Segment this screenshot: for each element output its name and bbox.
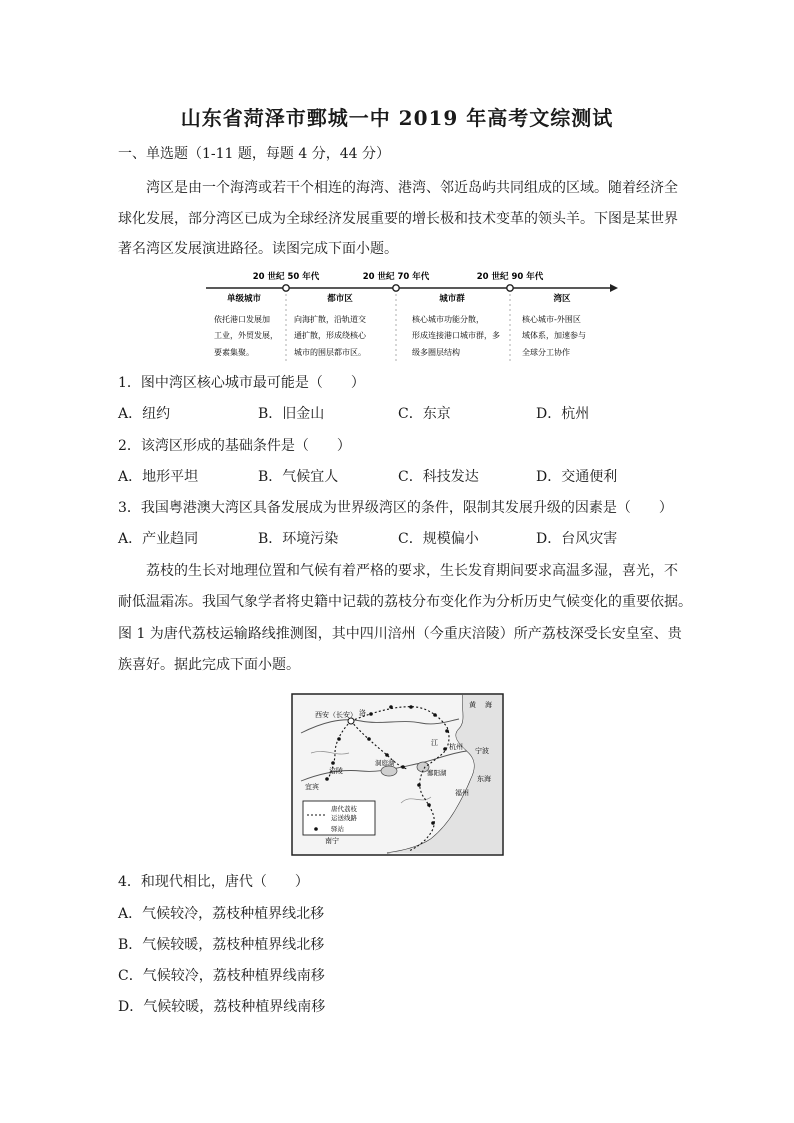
lychee-route-map bbox=[291, 693, 504, 856]
question-stem: 2．该湾区形成的基础条件是（ ） bbox=[118, 438, 351, 454]
option-a[interactable]: A．气候较冷，荔枝种植界线北移 bbox=[118, 906, 325, 922]
stage-desc-line: 全球分工协作 bbox=[522, 348, 570, 357]
map-label-poyanghu: 鄱阳湖 bbox=[427, 769, 447, 777]
intro2-line: 图 1 为唐代荔枝运输路线推测图，其中四川涪州（今重庆涪陵）所产荔枝深受长安皇室、贵 bbox=[118, 626, 682, 642]
dongting-lake bbox=[381, 766, 397, 776]
stage-desc-line: 核心城市-外围区 bbox=[522, 315, 581, 324]
option-a[interactable]: A．地形平坦 bbox=[118, 469, 199, 485]
stage-name: 湾区 bbox=[553, 294, 571, 304]
option-b[interactable]: B．气候宜人 bbox=[258, 469, 339, 485]
option-a[interactable]: A．产业趋同 bbox=[118, 531, 199, 547]
option-b[interactable]: B．旧金山 bbox=[258, 406, 325, 422]
legend-station-symbol bbox=[314, 827, 318, 831]
map-label-donghai: 东海 bbox=[477, 775, 491, 783]
stage-desc-line: 要素集聚。 bbox=[214, 348, 254, 357]
timeline-arrowhead bbox=[610, 284, 618, 292]
map-label-nanning: 南宁 bbox=[325, 837, 339, 845]
bay-area-timeline-figure bbox=[200, 268, 620, 368]
stage-desc-line: 核心城市功能分散， bbox=[412, 315, 484, 324]
option-d[interactable]: D．杭州 bbox=[536, 406, 590, 422]
legend-text: 运送线路 bbox=[331, 814, 357, 822]
intro1-line: 湾区是由一个海湾或若干个相连的海湾、港湾、邻近岛屿共同组成的区域。随着经济全 bbox=[146, 180, 678, 196]
stage-desc-line: 域体系，加速参与 bbox=[522, 331, 586, 340]
map-label-hangzhou: 杭州 bbox=[449, 743, 463, 751]
stage-desc-line: 依托港口发展加 bbox=[214, 315, 270, 324]
option-c[interactable]: C．东京 bbox=[398, 406, 451, 422]
intro1-line: 球化发展，部分湾区已成为全球经济发展重要的增长极和技术变革的领头羊。下图是某世界 bbox=[118, 211, 678, 227]
stage-name: 单级城市 bbox=[226, 294, 262, 304]
period-label: 20 世纪 90 年代 bbox=[476, 272, 544, 282]
stage-desc-line: 级多圈层结构 bbox=[412, 348, 460, 357]
option-c[interactable]: C．科技发达 bbox=[398, 469, 479, 485]
option-b[interactable]: B．气候较暖，荔枝种植界线北移 bbox=[118, 937, 325, 953]
map-label-dongtinghu: 洞庭湖 bbox=[375, 759, 395, 767]
option-d[interactable]: D．台风灾害 bbox=[536, 531, 618, 547]
option-d[interactable]: D．气候较暖，荔枝种植界线南移 bbox=[118, 999, 326, 1015]
question-stem: 3．我国粤港澳大湾区具备发展成为世界级湾区的条件，限制其发展升级的因素是（ ） bbox=[118, 500, 673, 516]
stage-desc-line: 工业，外贸发展， bbox=[214, 331, 278, 340]
question-stem: 4．和现代相比，唐代（ ） bbox=[118, 874, 309, 890]
option-b[interactable]: B．环境污染 bbox=[258, 531, 339, 547]
option-c[interactable]: C．规模偏小 bbox=[398, 531, 479, 547]
intro2-line: 族喜好。据此完成下面小题。 bbox=[118, 657, 300, 673]
stage-desc-line: 通扩散，形成绕核心 bbox=[294, 331, 366, 340]
map-label-jiang: 江 bbox=[431, 739, 438, 747]
page-title: 山东省菏泽市鄄城一中 2019 年高考文综测试 bbox=[180, 106, 614, 130]
map-label-yibin: 宜宾 bbox=[305, 783, 319, 791]
period-label: 20 世纪 70 年代 bbox=[362, 272, 430, 282]
option-c[interactable]: C．气候较冷，荔枝种植界线南移 bbox=[118, 968, 325, 984]
map-label-ningbo: 宁波 bbox=[475, 747, 489, 755]
stage-name: 都市区 bbox=[327, 294, 353, 304]
option-d[interactable]: D．交通便利 bbox=[536, 469, 618, 485]
legend-text: 驿站 bbox=[331, 825, 344, 833]
intro2-line: 耐低温霜冻。我国气象学者将史籍中记载的荔枝分布变化作为分析历史气候变化的重要依据。 bbox=[118, 594, 692, 610]
map-label-fuling: 涪陵 bbox=[329, 767, 343, 775]
map-label-xian: 西安（长安） bbox=[315, 711, 357, 719]
section-header: 一、单选题（1-11 题，每题 4 分，44 分） bbox=[118, 146, 390, 162]
question-stem: 1．图中湾区核心城市最可能是（ ） bbox=[118, 375, 365, 391]
stage-name: 城市群 bbox=[439, 294, 465, 304]
legend-text: 唐代荔枝 bbox=[331, 805, 357, 813]
stage-desc-line: 向海扩散，沿轨道交 bbox=[294, 315, 366, 324]
intro2-line: 荔枝的生长对地理位置和气候有着严格的要求，生长发育期间要求高温多湿，喜光，不 bbox=[146, 563, 678, 579]
intro1-line: 著名湾区发展演进路径。读图完成下面小题。 bbox=[118, 241, 398, 257]
map-label-hai: 海 bbox=[485, 701, 492, 709]
stage-desc-line: 形成连接港口城市群，多 bbox=[412, 331, 500, 340]
option-a[interactable]: A．纽约 bbox=[118, 406, 171, 422]
period-label: 20 世纪 50 年代 bbox=[252, 272, 320, 282]
stage-desc-line: 城市的围层都市区。 bbox=[294, 348, 366, 357]
map-label-fuzhou: 福州 bbox=[455, 789, 469, 797]
timeline-node bbox=[393, 285, 399, 291]
map-label-huanghai: 黄 bbox=[469, 701, 476, 709]
map-label-luoyang: 洛 bbox=[359, 709, 366, 717]
timeline-node bbox=[507, 285, 513, 291]
timeline-node bbox=[283, 285, 289, 291]
